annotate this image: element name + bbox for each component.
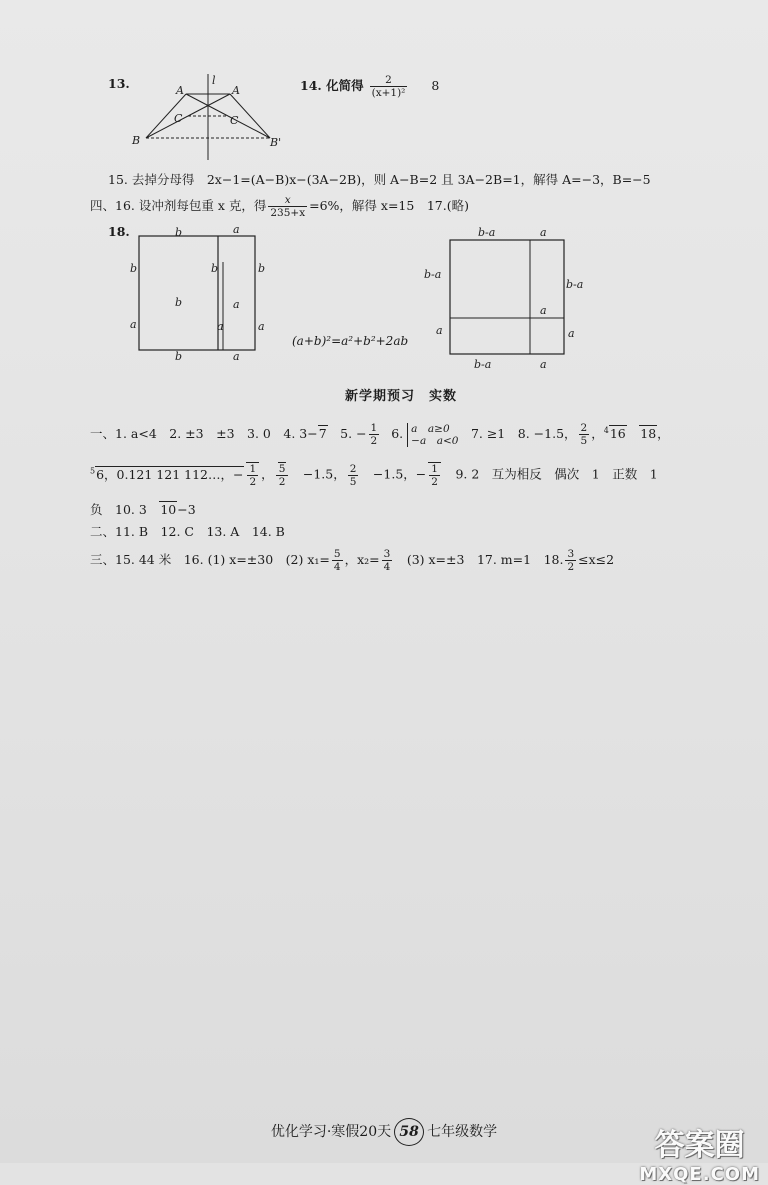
sqrt5-frac [276, 463, 289, 488]
lbl-b-center: b [175, 296, 183, 309]
p3a: 三、15. 44 米 16. (1) x=±30 (2) x₁= [90, 552, 330, 567]
p1-l2c: −1.5，− [360, 466, 427, 482]
lbl-b-left: b [130, 262, 138, 275]
q16-den: 235+x [270, 207, 306, 219]
lbl-b-top: b [175, 226, 183, 239]
sqrt5-den: 2 [278, 475, 286, 488]
part1-line3 [90, 500, 196, 518]
square-diagram-left [125, 222, 275, 367]
p1-l1c: 7. ≥1 8. −1.5， [458, 426, 577, 441]
q8-frac [579, 422, 590, 447]
q8-root18: 18 [640, 426, 657, 441]
q8-den: 5 [580, 435, 588, 447]
q14-label: 14. 化简得 [300, 78, 364, 93]
q14-den: (x+1)² [371, 87, 406, 99]
lbl-ba-right: b-a [566, 278, 584, 291]
p1-l2-num: 2 [349, 462, 357, 475]
footer-right: 七年级数学 [427, 1124, 498, 1140]
q5-num: 1 [370, 422, 378, 434]
watermark-bottom: MXQE.COM [639, 1164, 760, 1185]
lbl-ba-top: b-a [478, 226, 496, 239]
lbl-b-right: b [258, 262, 266, 275]
p1-l2-frac [348, 463, 359, 488]
p3c: (3) x=±3 17. m=1 18. [394, 552, 564, 567]
part3 [90, 548, 614, 573]
axis-l-label: l [212, 74, 216, 87]
q6-label: 6. [391, 426, 404, 441]
lbl-a-left-r: a [436, 324, 443, 337]
p1-l3b: −3 [177, 502, 196, 517]
p1-l3a: 负 10. 3 [90, 502, 160, 517]
half-frac [246, 462, 259, 488]
lbl-ba-left: b-a [424, 268, 442, 281]
p1-l2d: 9. 2 互为相反 偶次 1 正数 1 [442, 466, 658, 482]
part1-line2: $^5$6，0.121 121 112…，− $\frac{1}{2}$ ， $\frac{5}{2}$ −1.5， $\frac{2}{5}$ −1.5，− $\frac{1}{2}$ 9. 2 互为相反 偶次 1 正数 1 [90, 462, 658, 488]
lbl-a-inner: a [540, 304, 547, 317]
lbl-a-bottom: a [233, 350, 240, 363]
p3-f1-num: 5 [333, 548, 341, 560]
p1-l2a: 6，0.121 121 112…，− [96, 466, 244, 482]
half2-num: 1 [431, 463, 438, 475]
half-num: 1 [249, 463, 257, 475]
q16-num: x [268, 194, 307, 207]
q13-label: 13. [108, 76, 130, 91]
q18-formula: (a+b)²=a²+b²+2ab [292, 334, 409, 348]
point-a-right: A [232, 84, 240, 97]
p1-l1b: 5. − [327, 426, 367, 441]
p1-sqrt10: 10 [160, 502, 177, 517]
square-diagram-right [420, 222, 595, 372]
half-den: 2 [249, 476, 257, 488]
point-a-left: A [176, 84, 184, 97]
lbl-a-right: a [258, 320, 265, 333]
section-title: 新学期预习 实数 [345, 389, 458, 404]
q18-label: 18. [108, 224, 130, 239]
lbl-a-midr: a [233, 298, 240, 311]
lbl-b-midl: b [211, 262, 219, 275]
q6-case1: a a≥0 [411, 422, 450, 435]
q16-fraction [268, 194, 307, 219]
p1-sqrt7: 7 [318, 426, 327, 441]
lbl-a-top-r: a [540, 226, 547, 239]
lbl-a-right-r: a [568, 327, 575, 340]
lbl-a-left: a [130, 318, 137, 331]
p3-f2-num: 3 [383, 548, 391, 560]
p1-l1a: 一、1. a<4 2. ±3 ±3 3. 0 4. 3− [90, 426, 318, 441]
part2: 二、11. B 12. C 13. A 14. B [90, 524, 285, 539]
p3d: ≤x≤2 [578, 552, 615, 567]
p3-f3-den: 2 [567, 561, 575, 573]
q8-num: 2 [580, 422, 588, 434]
sqrt5: 5 [278, 462, 286, 475]
q5-frac [369, 422, 380, 447]
p3b: ，x₂= [344, 552, 380, 567]
symmetry-diagram [128, 72, 290, 162]
watermark-top: 答案圈 [654, 1128, 745, 1163]
part1-line1: 一、1. a<4 2. ±3 ±3 3. 0 4. 3−7 5. − $\frac{1}{2}$ 6. a a≥0 −a a<0 7. ≥1 8. −1.5， $\frac{2}{5}$ ，$^4$16 18， [90, 422, 670, 447]
page-number: 58 [394, 1118, 424, 1146]
p1-l2b: −1.5， [290, 466, 346, 482]
lbl-b-bottom: b [175, 350, 183, 363]
point-c-left: C [174, 112, 183, 125]
lbl-a-midl: a [217, 320, 224, 333]
watermark-logo [639, 1120, 760, 1185]
q16-pre: 四、16. 设冲剂每包重 x 克，得 [90, 198, 267, 213]
q16 [90, 194, 469, 219]
point-b-left: B [132, 134, 141, 147]
point-c-right: C [230, 114, 239, 127]
q15: 15. 去掉分母得 2x−1=(A−B)x−(3A−2B)，则 A−B=2 且 3A−2B=1，解得 A=−3，B=−5 [108, 172, 651, 187]
lbl-ba-bottom: b-a [474, 358, 492, 371]
q16-post: =6%，解得 x=15 17.(略) [309, 198, 469, 213]
point-b-right: B' [270, 136, 282, 149]
lbl-a-bottom-r: a [540, 358, 547, 371]
q5-den: 2 [370, 435, 378, 447]
footer-left: 优化学习·寒假20天 [270, 1124, 392, 1140]
half2-den: 2 [431, 476, 438, 488]
q6-case2: −a a<0 [411, 434, 459, 447]
q14-tail: 8 [431, 78, 440, 93]
p3-f3-num: 3 [567, 548, 575, 560]
q14-num: 2 [370, 74, 408, 87]
q14 [300, 74, 439, 99]
p3-f2-den: 4 [383, 561, 391, 573]
p3-f1-den: 4 [333, 561, 341, 573]
p1-l2-den: 5 [349, 475, 357, 488]
q8-root16: 16 [609, 426, 626, 441]
q6-cases [407, 423, 458, 447]
lbl-a-top: a [233, 223, 240, 236]
q14-fraction [370, 74, 408, 99]
